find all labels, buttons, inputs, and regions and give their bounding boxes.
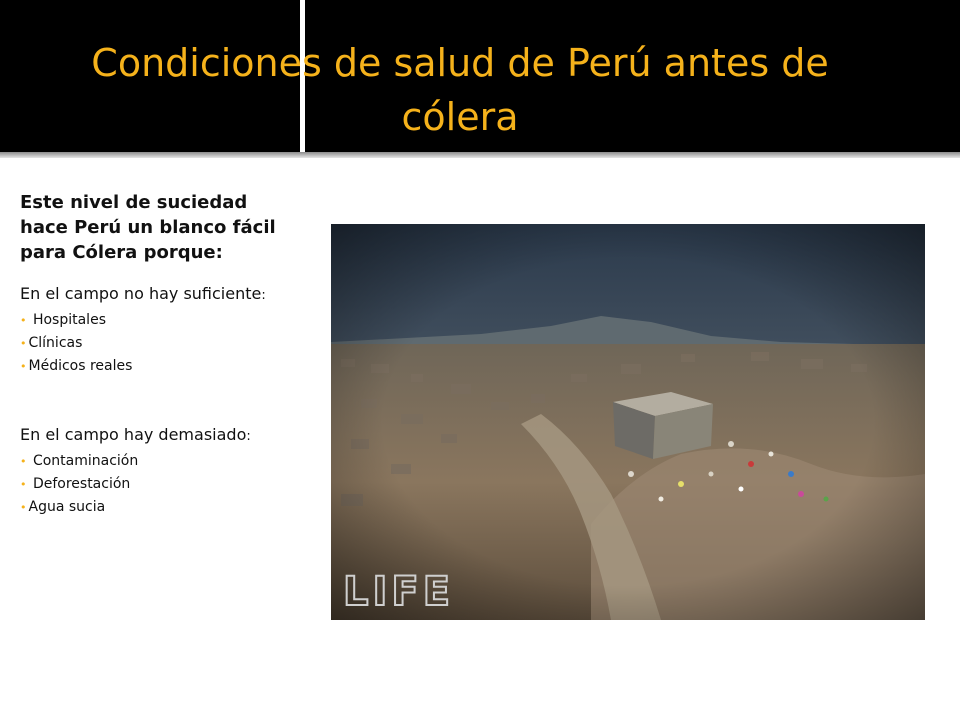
section-2-list — [20, 450, 280, 519]
section-1-list — [20, 309, 280, 378]
landfill-photo — [331, 224, 925, 620]
bullet-icon: • — [20, 314, 27, 327]
list-item — [20, 496, 280, 519]
text-column — [20, 190, 280, 519]
list-item-text: Clínicas — [28, 335, 83, 351]
list-item-text: Hospitales — [32, 312, 106, 328]
intro-heading: Este nivel de suciedad hace Perú un blanco fácil para Cólera porque: — [20, 192, 276, 263]
section-2-colon: : — [246, 429, 251, 444]
section-1-colon: : — [261, 288, 266, 303]
photo-watermark: LIFE — [343, 569, 455, 615]
bullet-icon: • — [20, 360, 27, 373]
slide-title: Condiciones de salud de Perú antes de cólera — [91, 41, 829, 139]
list-item — [20, 355, 280, 378]
bullet-icon: • — [20, 478, 27, 491]
section-2-label — [20, 424, 280, 448]
section-1-label-text: En el campo no hay suficiente — [20, 284, 262, 303]
spacer — [20, 378, 280, 424]
list-item-text: Médicos reales — [28, 358, 133, 374]
list-item — [20, 332, 280, 355]
section-2-label-text: En el campo hay demasiado — [20, 425, 247, 444]
bullet-icon: • — [20, 455, 27, 468]
band-shadow — [0, 152, 960, 158]
list-item-text: Agua sucia — [28, 499, 106, 515]
list-item — [20, 473, 280, 496]
bullet-icon: • — [20, 337, 27, 350]
list-item-text: Contaminación — [32, 453, 139, 469]
bullet-icon: • — [20, 501, 27, 514]
landfill-photo-illustration — [331, 224, 925, 620]
list-item — [20, 309, 280, 332]
list-item — [20, 450, 280, 473]
section-1-label — [20, 283, 280, 307]
list-item-text: Deforestación — [32, 476, 131, 492]
